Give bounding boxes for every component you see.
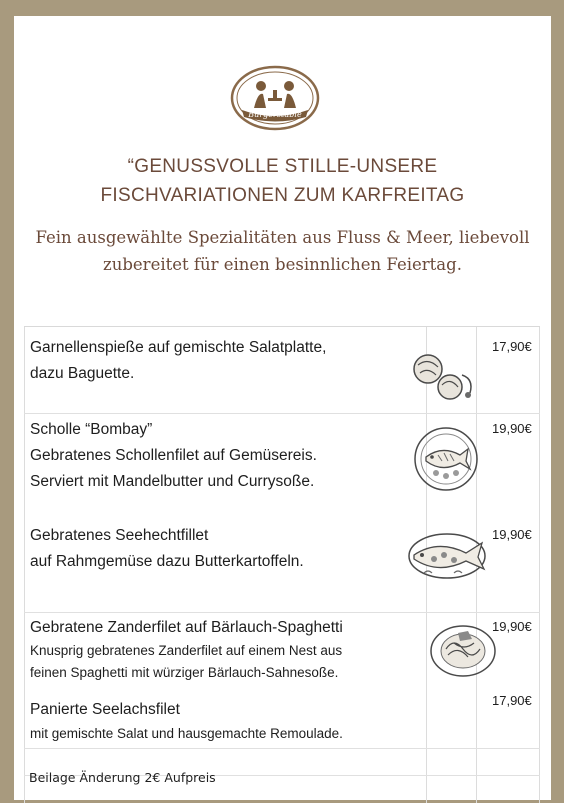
row-divider <box>24 612 540 613</box>
logo-text: Bürgerstüble <box>248 110 302 119</box>
row-divider <box>24 748 540 749</box>
menu-item-price: 17,90€ <box>492 339 532 354</box>
side-dish-note: Beilage Änderung 2€ Aufpreis <box>29 770 216 785</box>
subtitle-line: zubereitet für einen besinnlichen Feiertag. <box>103 255 462 274</box>
menu-item-description: Scholle “Bombay” Gebratenes Schollenfilet auf Gemüsereis. Serviert mit Mandelbutter und Currysoße. <box>30 421 317 490</box>
menu-item-description: mit gemischte Salat und hausgemachte Remoulade. <box>30 726 343 741</box>
title-line: “GENUSSVOLLE STILLE-UNSERE <box>127 156 438 177</box>
table-border <box>539 327 540 803</box>
table-border <box>24 327 25 803</box>
row-divider <box>24 413 540 414</box>
restaurant-logo <box>230 64 320 132</box>
menu-subtitle <box>24 224 541 278</box>
fish-platter-icon <box>404 525 490 592</box>
menu-item-price: 19,90€ <box>492 421 532 436</box>
menu-item-description: Knusprig gebratenes Zanderfilet auf einem Nest aus feinen Spaghetti mit würziger Bärlauch-Sahnesoße. <box>30 643 343 680</box>
shrimp-salad-icon <box>408 347 480 412</box>
menu-page <box>14 16 551 800</box>
menu-item-description: Gebratenes Seehechtfillet auf Rahmgemüse dazu Butterkartoffeln. <box>30 527 304 570</box>
menu-item-price: 19,90€ <box>492 527 532 542</box>
menu-item-price: 19,90€ <box>492 619 532 634</box>
menu-item-title: Panierte Seelachsfilet <box>30 701 180 718</box>
title-line: FISCHVARIATIONEN ZUM KARFREITAG <box>100 185 465 206</box>
subtitle-line: Fein ausgewählte Spezialitäten aus Fluss & Meer, liebevoll <box>35 228 530 247</box>
fish-plate-icon <box>412 423 480 500</box>
menu-title <box>14 152 551 210</box>
menu-item-price: 17,90€ <box>492 693 532 708</box>
menu-item-title: Gebratene Zanderfilet auf Bärlauch-Spaghetti <box>30 619 343 636</box>
spaghetti-plate-icon <box>428 619 498 684</box>
menu-item-description: Garnellenspieße auf gemischte Salatplatte, dazu Baguette. <box>30 339 327 382</box>
menu-table <box>24 326 540 803</box>
